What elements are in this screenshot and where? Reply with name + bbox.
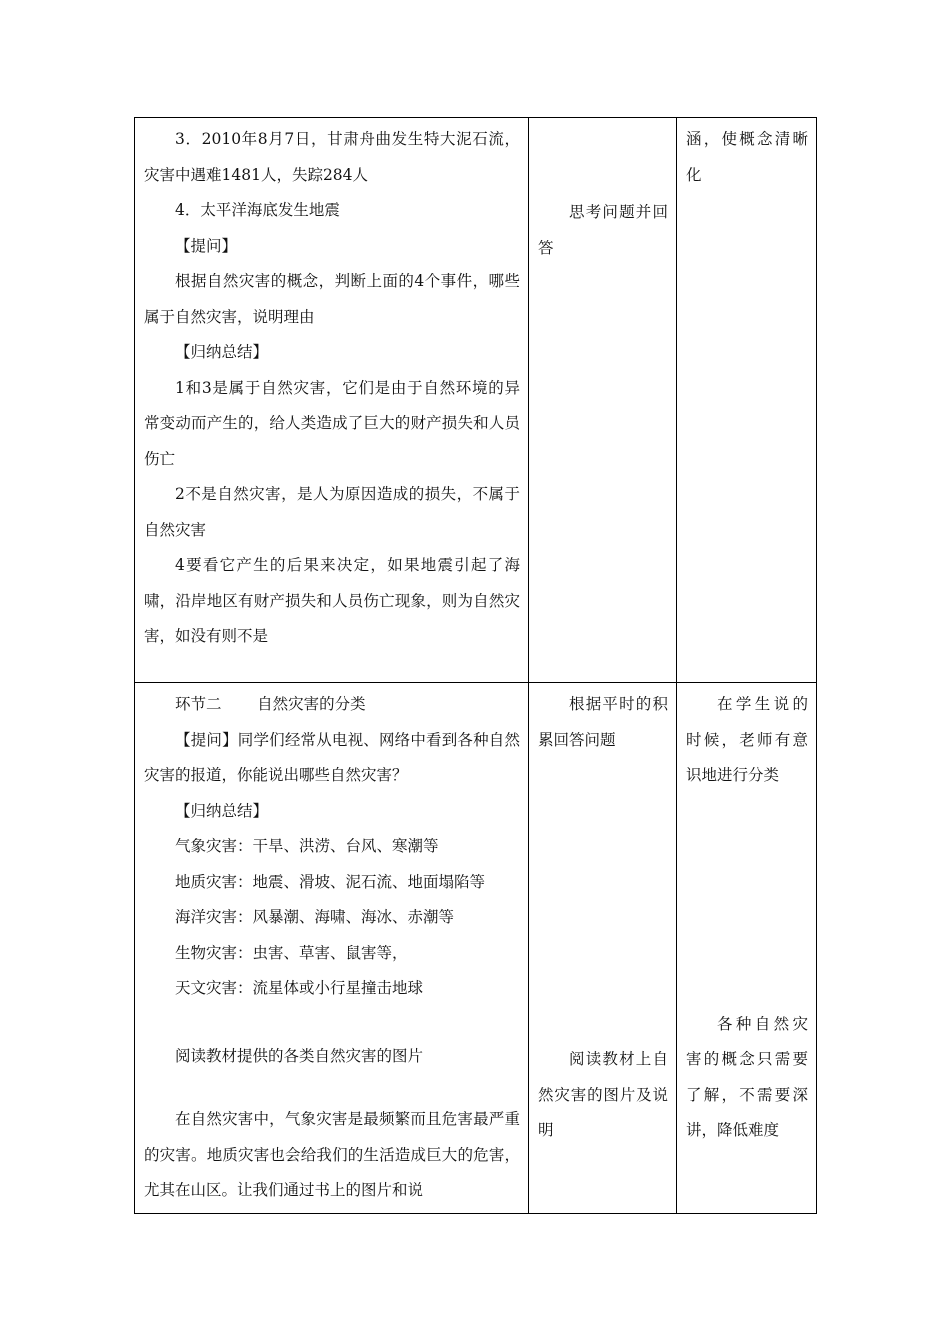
student-activity-read: 阅读教材上自然灾害的图片及说明: [538, 1050, 668, 1139]
design-intent-simplify: 各种自然灾害的概念只需要了解，不需要深讲，降低难度: [686, 1014, 808, 1139]
table-row: [135, 118, 817, 683]
student-activity-answer: 根据平时的积累回答问题: [538, 695, 668, 749]
student-activity-cell: [529, 118, 677, 683]
design-intent-cell: [677, 683, 817, 1214]
section-heading: [144, 687, 520, 723]
summary-label: 【归纳总结】: [175, 801, 269, 820]
category-meteorological: 气象灾害：干旱、洪涝、台风、寒潮等: [175, 837, 439, 855]
student-activity-text: 思考问题并回答: [538, 203, 668, 257]
summary-text-1-3: 1和3是属于自然灾害，它们是由于自然环境的异常变动而产生的，给人类造成了巨大的财产损失和人员伤亡: [144, 378, 520, 468]
question-label: 【提问】: [175, 236, 238, 255]
category-geological: 地质灾害：地震、滑坡、泥石流、地面塌陷等: [175, 872, 486, 891]
question-text: 【提问】同学们经常从电视、网络中看到各种自然灾害的报道，你能说出哪些自然灾害？: [144, 730, 520, 784]
teaching-content-cell: [135, 118, 529, 683]
category-marine: 海洋灾害：风暴潮、海啸、海冰、赤潮等: [175, 908, 455, 926]
lesson-plan-table: [134, 117, 817, 1214]
disaster-paragraph: 在自然灾害中，气象灾害是最频繁而且危害最严重的灾害。地质灾害也会给我们的生活造成巨大的危害，尤其在山区。让我们通过书上的图片和说: [144, 1110, 520, 1199]
question-text: 根据自然灾害的概念，判断上面的4个事件，哪些属于自然灾害，说明理由: [144, 272, 520, 326]
design-intent-text: 涵，使概念清晰化: [686, 130, 808, 184]
student-activity-cell: [529, 683, 677, 1214]
teaching-content-cell: [135, 683, 529, 1214]
design-intent-cell: [677, 118, 817, 683]
category-astronomical: 天文灾害：流星体或小行星撞击地球: [175, 979, 424, 997]
design-intent-classify: 在学生说的时候，老师有意识地进行分类: [686, 695, 808, 784]
category-biological: 生物灾害：虫害、草害、鼠害等，: [175, 943, 408, 962]
summary-text-2: 2不是自然灾害，是人为原因造成的损失，不属于自然灾害: [144, 485, 520, 539]
reading-instruction: 阅读教材提供的各类自然灾害的图片: [175, 1046, 424, 1065]
summary-text-4: 4要看它产生的后果来决定，如果地震引起了海啸，沿岸地区有财产损失和人员伤亡现象，则为自然灾害，如没有则不是: [144, 556, 520, 645]
event-3-text: 3．2010年8月7日，甘肃舟曲发生特大泥石流，灾害中遇难1481人，失踪284人: [144, 130, 520, 184]
table-row: [135, 683, 817, 1214]
section-heading-title: 自然灾害的分类: [257, 695, 366, 713]
section-heading-number: 环节二: [175, 695, 222, 713]
summary-label: 【归纳总结】: [175, 343, 269, 361]
event-4-text: 4．太平洋海底发生地震: [175, 201, 340, 219]
